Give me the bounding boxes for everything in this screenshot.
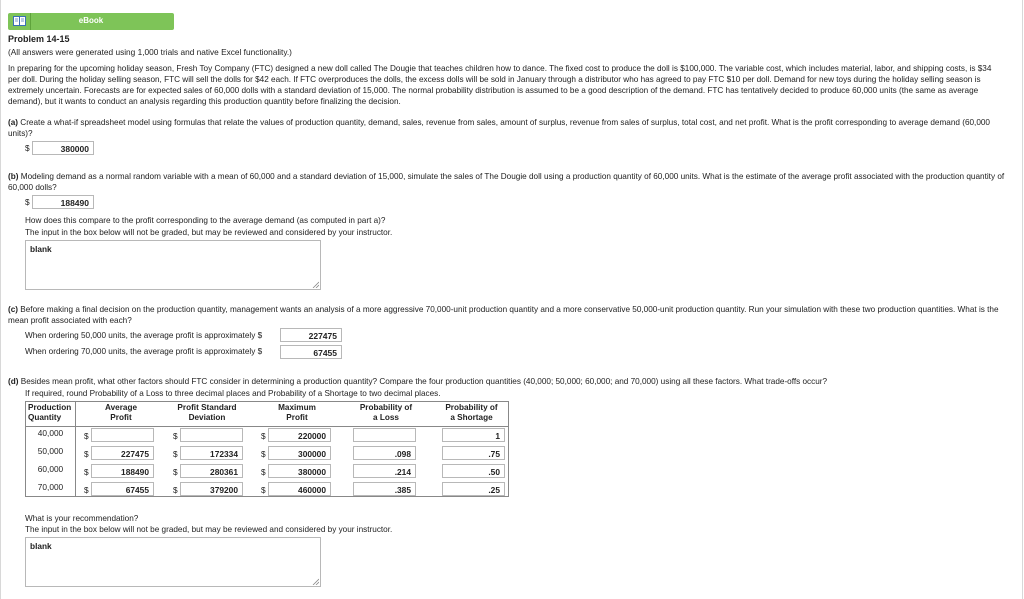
- max-profit-input[interactable]: 460000: [268, 482, 331, 496]
- ebook-button[interactable]: [8, 13, 174, 30]
- profit-sd-input[interactable]: 280361: [180, 464, 243, 478]
- dollar-sign: $: [261, 449, 266, 459]
- header-short-line2: a Shortage: [450, 412, 493, 422]
- part-a-letter: (a): [8, 118, 19, 127]
- comparison-table: [25, 401, 509, 497]
- header-quantity-line2: Quantity: [28, 412, 62, 422]
- avg-profit-input[interactable]: [91, 428, 154, 442]
- dollar-sign: $: [84, 449, 89, 459]
- problem-title: Problem 14-15: [8, 34, 70, 44]
- dollar-sign: $: [173, 449, 178, 459]
- max-profit-input[interactable]: 300000: [268, 446, 331, 460]
- part-d-question: [8, 377, 1008, 388]
- profit-sd-input[interactable]: 379200: [180, 482, 243, 496]
- recommendation-question: What is your recommendation?: [25, 514, 139, 523]
- row-quantity: 40,000: [37, 428, 64, 438]
- part-c-question: [8, 305, 1008, 326]
- header-prob-shortage: [434, 403, 509, 422]
- part-b-text: Modeling demand as a normal random variable with a mean of 60,000 and a standard deviation of 15,000, simulate the sales of The Dougie doll using a production quantity of 60,000 units. What is the estimate of the average profit associated with the production quantity of 60,000 dolls?: [8, 172, 1005, 192]
- part-d-text: Besides mean profit, what other factors should FTC consider in determining a production quantity? Compare the four production quantities (40,000; 50,000; 60,000; and 70,000) using all these factors. What trade-offs occur?: [20, 377, 828, 386]
- header-sd-line2: Deviation: [188, 412, 226, 422]
- resize-grip-icon[interactable]: [312, 578, 319, 585]
- dollar-sign: $: [261, 485, 266, 495]
- problem-intro: In preparing for the upcoming holiday season, Fresh Toy Company (FTC) designed a new doll called The Dougie that teaches children how to dance. The fixed cost to produce the doll is $100,000. The variable cost, which includes material, labor, and shipping costs, is $34 per doll. During the holiday selling season, FTC will sell the dolls for $42 each. If FTC overproduces the dolls, the excess dolls will be sold in January through a distributor who has agreed to pay FTC $10 per doll. Demand for new toys during the holiday selling season is extremely uncertain. Forecasts are for expected sales of 60,000 dolls with a standard deviation of 15,000. The normal probability distribution is assumed to be a good description of the demand. FTC has tentatively decided to produce 60,000 units (the same as average demand), but it wants to conduct an analysis regarding this production quantity before finalizing the decision.: [8, 64, 992, 106]
- dollar-sign: $: [173, 467, 178, 477]
- prob-loss-input[interactable]: [353, 428, 416, 442]
- row-quantity: 60,000: [37, 464, 64, 474]
- prob-loss-input[interactable]: .214: [353, 464, 416, 478]
- problem-note: (All answers were generated using 1,000 trials and native Excel functionality.): [8, 47, 292, 57]
- resize-grip-icon[interactable]: [312, 281, 319, 288]
- part-c-answer-70000-input[interactable]: 67455: [280, 345, 342, 359]
- part-b-compare: How does this compare to the profit corresponding to the average demand (as computed in part a)?: [25, 216, 386, 225]
- max-profit-input[interactable]: 220000: [268, 428, 331, 442]
- dollar-sign: $: [84, 467, 89, 477]
- prob-shortage-input[interactable]: .50: [442, 464, 505, 478]
- prob-shortage-input[interactable]: .75: [442, 446, 505, 460]
- part-b-letter: (b): [8, 172, 19, 181]
- row-quantity: 70,000: [37, 482, 64, 492]
- recommendation-textarea-value: blank: [30, 541, 52, 551]
- profit-sd-input[interactable]: 172334: [180, 446, 243, 460]
- dollar-sign: $: [173, 485, 178, 495]
- part-a-dollar: $: [25, 143, 30, 153]
- part-c-answer-50000-input[interactable]: 227475: [280, 328, 342, 342]
- header-quantity-line1: Production: [28, 403, 72, 412]
- ebook-label: eBook: [78, 16, 104, 25]
- part-b-answer-input[interactable]: 188490: [32, 195, 94, 209]
- prob-loss-input[interactable]: .098: [353, 446, 416, 460]
- header-divider: [26, 426, 508, 427]
- prob-shortage-input[interactable]: 1: [442, 428, 505, 442]
- header-short-line1: Probability of: [445, 403, 498, 412]
- header-max-profit: [262, 403, 332, 422]
- avg-profit-input[interactable]: 188490: [91, 464, 154, 478]
- max-profit-input[interactable]: 380000: [268, 464, 331, 478]
- header-max-line2: Profit: [286, 412, 308, 422]
- prob-loss-input[interactable]: .385: [353, 482, 416, 496]
- part-a-question: [8, 118, 1008, 139]
- part-b-dollar: $: [25, 197, 30, 207]
- dollar-sign: $: [261, 431, 266, 441]
- header-avg-line2: Profit: [110, 412, 132, 422]
- part-a-answer-input[interactable]: 380000: [32, 141, 94, 155]
- recommendation-textarea[interactable]: [25, 537, 321, 587]
- part-c-text: Before making a final decision on the production quantity, management wants an analysis of a more aggressive 70,000-unit production quantity and a more conservative 50,000-unit production quantity. Run your simulation with these two production quantities. What is the mean profit associated with each?: [8, 305, 999, 325]
- part-b-question: [8, 172, 1008, 193]
- part-a-text: Create a what-if spreadsheet model using formulas that relate the values of production quantity, demand, sales, revenue from sales, amount of surplus, revenue from sales of surplus, total cost, and net profit. What is the profit corresponding to average demand (60,000 units)?: [8, 118, 990, 138]
- profit-sd-input[interactable]: [180, 428, 243, 442]
- part-c-line-50000: When ordering 50,000 units, the average profit is approximately $: [25, 331, 263, 340]
- header-average-profit: [86, 403, 156, 422]
- avg-profit-input[interactable]: 67455: [91, 482, 154, 496]
- part-c-line-70000: When ordering 70,000 units, the average profit is approximately $: [25, 347, 263, 356]
- part-d-rounding-note: If required, round Probability of a Loss to three decimal places and Probability of a Shortage to two decimal places.: [25, 389, 441, 398]
- header-prob-loss: [346, 403, 426, 422]
- header-loss-line2: a Loss: [373, 412, 399, 422]
- header-quantity: [27, 403, 76, 422]
- part-b-textarea-value: blank: [30, 244, 52, 254]
- header-avg-line1: Average: [104, 403, 137, 412]
- part-c-letter: (c): [8, 305, 19, 314]
- part-b-response-textarea[interactable]: [25, 240, 321, 290]
- row-quantity: 50,000: [37, 446, 64, 456]
- dollar-sign: $: [173, 431, 178, 441]
- header-loss-line1: Probability of: [359, 403, 413, 412]
- header-max-line1: Maximum: [278, 403, 316, 412]
- dollar-sign: $: [84, 431, 89, 441]
- prob-shortage-input[interactable]: .25: [442, 482, 505, 496]
- part-b-graded-note: The input in the box below will not be graded, but may be reviewed and considered by your instructor.: [25, 228, 393, 237]
- avg-profit-input[interactable]: 227475: [91, 446, 154, 460]
- quantity-divider: [75, 402, 76, 496]
- dollar-sign: $: [261, 467, 266, 477]
- header-profit-sd: [166, 403, 248, 422]
- part-d-letter: (d): [8, 377, 19, 386]
- part-d-graded-note: The input in the box below will not be graded, but may be reviewed and considered by your instructor.: [25, 525, 393, 534]
- dollar-sign: $: [84, 485, 89, 495]
- header-sd-line1: Profit Standard: [177, 403, 237, 412]
